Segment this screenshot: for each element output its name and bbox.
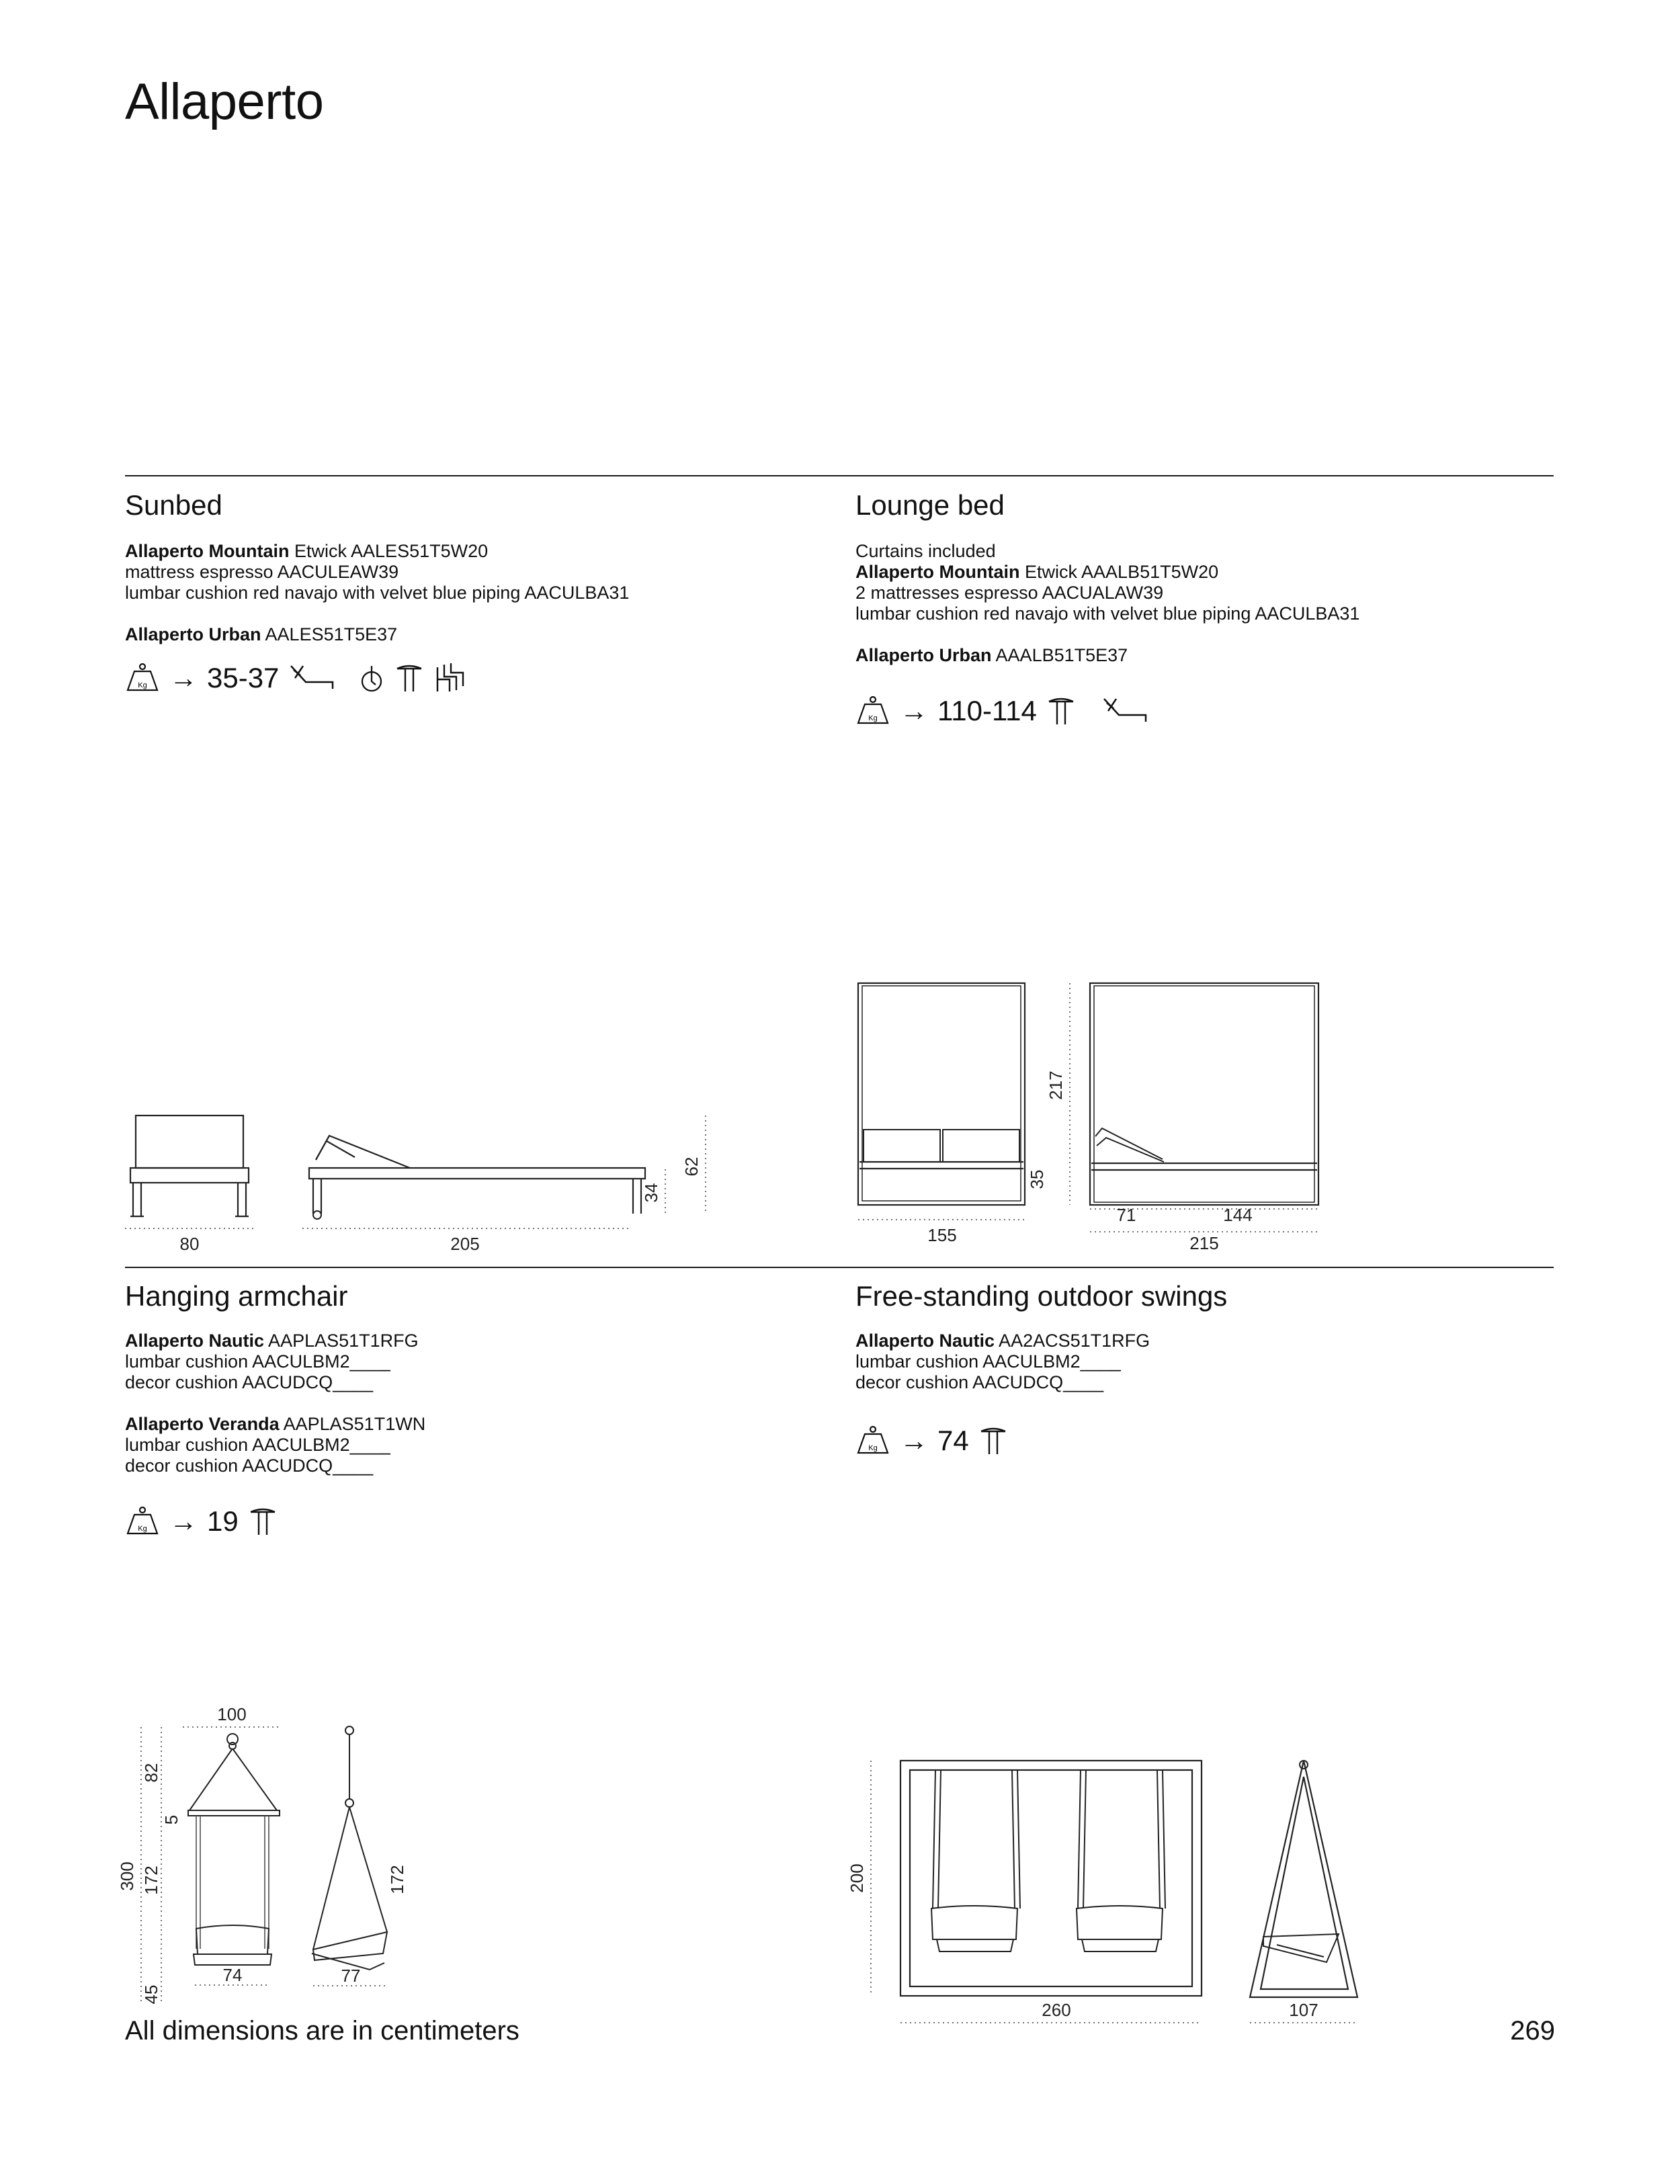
sunbed-side-drawing [289,1095,719,1257]
swings-line-1-bold: Allaperto Nautic [855,1331,995,1351]
swings-side-drawing [1236,1747,1371,2029]
hanging-front-drawing [117,1700,309,2009]
swings-description [855,1331,1527,1393]
lounge-line-1-bold: Allaperto Mountain [855,562,1020,582]
hanging-line-5: lumbar cushion AACULBM2____ [125,1435,390,1455]
lounge-line-1-rest: Etwick AAALB51T5W20 [1019,562,1219,582]
weight-kg-icon [125,1507,160,1536]
hanging-specs [125,1505,278,1538]
lounge-line-0: Curtains included [855,541,996,561]
hanging-line-4-rest: AAPLAS51T1WN [279,1414,426,1434]
hanging-seat-width-dim: 74 [222,1965,243,1985]
hanging-line-4-bold: Allaperto Veranda [125,1414,280,1434]
umbrella-table-icon [978,1426,1008,1456]
weight-kg-label: Kg [138,1525,147,1533]
footer-note: All dimensions are in centimeters [125,2016,519,2046]
swings-height-dim: 200 [847,1863,867,1893]
swings-line-2: lumbar cushion AACULBM2____ [855,1351,1121,1372]
page-number: 269 [1510,2016,1555,2046]
lounge-side-drawing [1028,978,1337,1260]
hanging-line-3: decor cushion AACUDCQ____ [125,1372,374,1392]
lounge-total-depth-dim: 215 [1189,1233,1219,1253]
lounge-line-2: 2 mattresses espresso AACUALAW39 [855,583,1164,603]
hanging-side-width-dim: 77 [341,1966,361,1986]
sunbed-front-drawing [114,1095,269,1257]
weight-kg-label: Kg [138,681,147,689]
lounge-line-3: lumbar cushion red navajo with velvet blue piping AACULBA31 [855,603,1360,624]
umbrella-table-icon [394,663,424,693]
sunbed-back-height-dim: 62 [681,1157,702,1177]
sunbed-line-4-bold: Allaperto Urban [125,624,261,644]
weight-kg-label: Kg [868,1444,878,1452]
umbrella-table-icon [248,1507,278,1536]
wheel-icon [358,663,385,693]
page-title: Allaperto [125,73,324,130]
sunbed-width-dim: 80 [179,1234,200,1254]
reclining-backrest-icon [1101,696,1148,726]
hanging-top-width-dim: 100 [217,1704,247,1724]
section-divider-middle [125,1267,1554,1268]
swings-line-3: decor cushion AACUDCQ____ [855,1372,1104,1392]
sunbed-title: Sunbed [125,489,222,521]
lounge-line-4-rest: AAALB51T5E37 [991,645,1128,665]
swings-weight: 74 [937,1425,969,1456]
sunbed-description [125,541,797,645]
swings-specs [855,1425,1008,1457]
weight-kg-label: Kg [868,714,878,722]
swings-depth-dim: 107 [1289,2000,1318,2020]
hanging-title: Hanging armchair [125,1280,348,1312]
hanging-bottom-dim: 45 [141,1984,161,2005]
lounge-height-dim: 217 [1046,1070,1066,1100]
lounge-title: Lounge bed [855,489,1005,521]
hanging-line-2: lumbar cushion AACULBM2____ [125,1351,390,1372]
lounge-line-4-bold: Allaperto Urban [855,645,992,665]
hanging-gap-dim: 5 [161,1814,181,1825]
arrow-right-icon: → [900,695,928,726]
swings-title: Free-standing outdoor swings [855,1280,1228,1312]
hanging-upper-dim: 82 [141,1763,161,1783]
lounge-weight: 110-114 [937,695,1037,726]
lounge-bed-length-dim: 144 [1223,1205,1253,1225]
hanging-side-height-dim: 172 [387,1865,407,1894]
hanging-side-drawing [302,1717,437,2013]
weight-kg-icon [125,663,160,693]
reclining-backrest-icon [288,663,335,693]
hanging-description [125,1331,797,1476]
sunbed-line-3: lumbar cushion red navajo with velvet blue piping AACULBA31 [125,583,630,603]
weight-kg-icon [855,1426,890,1456]
sunbed-seat-height-dim: 34 [641,1183,661,1203]
stackable-icon [433,663,467,693]
lounge-back-dim: 71 [1116,1205,1136,1225]
lounge-specs [855,695,1148,727]
sunbed-line-4-rest: AALES51T5E37 [261,624,398,644]
sunbed-line-2: mattress espresso AACULEAW39 [125,562,399,582]
umbrella-table-icon [1046,696,1076,726]
hanging-total-height-dim: 300 [117,1861,137,1891]
hanging-line-1-rest: AAPLAS51T1RFG [264,1331,419,1351]
lounge-front-drawing [850,978,1052,1245]
arrow-right-icon: → [169,662,198,694]
lounge-description [855,541,1527,666]
hanging-weight: 19 [207,1505,239,1537]
hanging-line-6: decor cushion AACUDCQ____ [125,1456,374,1476]
lounge-seat-height-dim: 35 [1027,1169,1047,1189]
lounge-width-dim: 155 [927,1225,957,1245]
sunbed-line-1-rest: Etwick AALES51T5W20 [289,541,489,561]
hanging-line-1-bold: Allaperto Nautic [125,1331,265,1351]
arrow-right-icon: → [900,1425,928,1456]
weight-kg-icon [855,696,890,726]
swings-front-drawing [847,1747,1210,2029]
arrow-right-icon: → [169,1505,198,1537]
sunbed-line-1-bold: Allaperto Mountain [125,541,290,561]
hanging-body-dim: 172 [141,1865,161,1895]
sunbed-weight: 35-37 [207,662,280,694]
swings-line-1-rest: AA2ACS51T1RFG [995,1331,1150,1351]
section-divider-top [125,475,1554,476]
swings-width-dim: 260 [1042,2000,1071,2020]
sunbed-length-dim: 205 [450,1234,480,1254]
sunbed-specs [125,662,467,694]
